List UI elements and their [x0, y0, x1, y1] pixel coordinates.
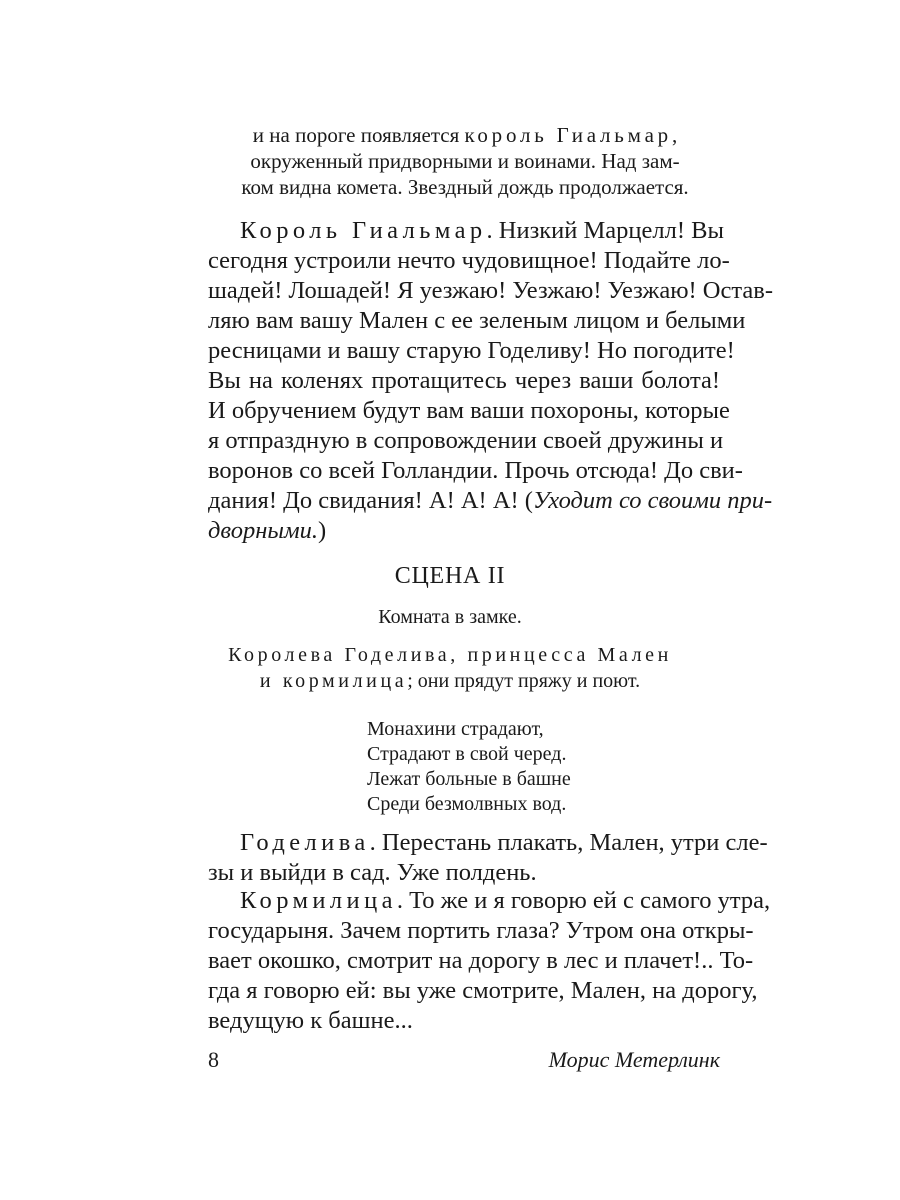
- verse-line: Лежат больные в башне: [367, 768, 571, 790]
- running-footer-author: Морис Метерлинк: [548, 1047, 720, 1072]
- speech-line: Вы на коленях протащитесь через ваши болота!: [208, 367, 720, 394]
- speaker-name: Годелива: [240, 829, 370, 856]
- verse-line: Страдают в свой черед.: [367, 743, 567, 765]
- stage-direction-line: окруженный придворными и воинами. Над зам-: [250, 149, 680, 173]
- stage-direction-line: и на пороге появляется король Гиальмар,: [252, 123, 678, 147]
- stage-direction-line: ком видна комета. Звездный дождь продолжается.: [241, 175, 689, 199]
- speech-line: шадей! Лошадей! Я уезжаю! Уезжаю! Уезжаю! Остав-: [208, 277, 773, 304]
- speech-line: Король Гиальмар. Низкий Марцелл! Вы: [240, 217, 724, 244]
- stage-remark: дворными.: [208, 517, 318, 544]
- speech-line: дания! До свидания! А! А! А! (Уходит со своими при-: [208, 487, 773, 514]
- king-speech: [208, 216, 773, 546]
- speech-line: зы и выйди в сад. Уже полдень.: [208, 859, 537, 886]
- character-name: король Гиальмар: [464, 123, 672, 147]
- nurse-speech: [208, 886, 771, 1036]
- speech-line: дворными.): [208, 517, 327, 544]
- speaker-name: Кормилица: [240, 887, 397, 914]
- speech-line: И обручением будут вам ваши похороны, которые: [208, 397, 730, 424]
- speech-line: ляю вам вашу Мален с ее зеленым лицом и белыми: [208, 307, 746, 334]
- speech-line: Годелива. Перестань плакать, Мален, утри сле-: [240, 829, 768, 856]
- verse-line: Среди безмолвных вод.: [367, 793, 567, 815]
- stage-remark: Уходит со своими при-: [532, 487, 773, 514]
- scene-setting: Комната в замке.: [378, 606, 522, 628]
- godeliva-speech: [208, 828, 768, 888]
- speech-line: гда я говорю ей: вы уже смотрите, Мален, на дорогу,: [208, 977, 758, 1004]
- characters-line: Королева Годелива, принцесса Мален: [228, 644, 672, 666]
- characters-line: и кормилица; они прядут пряжу и поют.: [259, 670, 641, 692]
- speech-line: сегодня устроили нечто чудовищное! Подайте ло-: [208, 247, 730, 274]
- character-name: и кормилица: [259, 670, 408, 692]
- speech-line: государыня. Зачем портить глаза? Утром она откры-: [208, 917, 754, 944]
- stage-direction: [230, 122, 700, 200]
- speech-line: я отпраздную в сопровождении своей дружины и: [208, 427, 724, 454]
- scene-title: СЦЕНА II: [394, 563, 506, 589]
- verse-line: Монахини страдают,: [367, 718, 544, 740]
- page-number: 8: [208, 1047, 219, 1072]
- speaker-name: Король Гиальмар: [240, 217, 487, 244]
- song-verse: [367, 717, 667, 817]
- scene-characters: [0, 642, 900, 694]
- speech-line: ресницами и вашу старую Годеливу! Но погодите!: [208, 337, 735, 364]
- speech-line: вает окошко, смотрит на дорогу в лес и плачет!.. То-: [208, 947, 754, 974]
- speech-line: ведущую к башне...: [208, 1007, 413, 1034]
- speech-line: Кормилица. То же и я говорю ей с самого утра,: [240, 887, 771, 914]
- speech-line: воронов со всей Голландии. Прочь отсюда! До сви-: [208, 457, 743, 484]
